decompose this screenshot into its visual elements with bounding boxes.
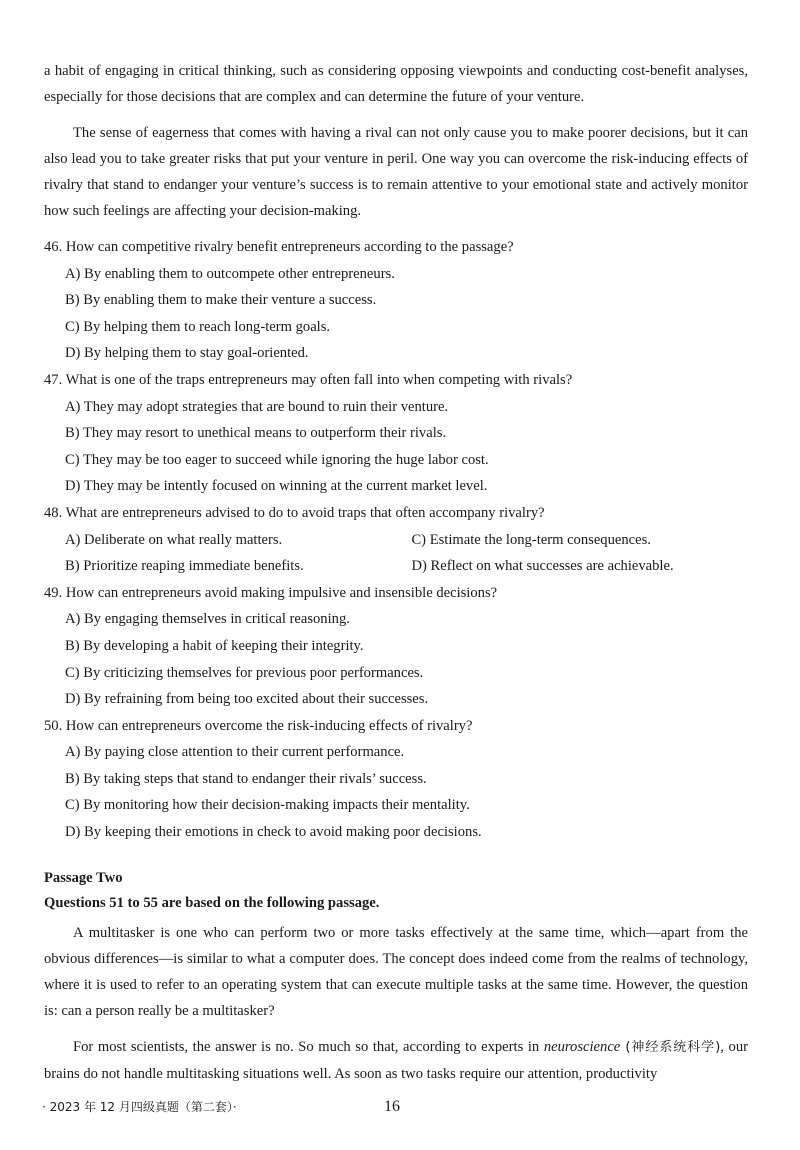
option-b: B) By taking steps that stand to endanger their rivals’ success. bbox=[65, 770, 427, 787]
question-stem: 46. How can competitive rivalry benefit entrepreneurs according to the passage? bbox=[44, 239, 514, 255]
question-50 bbox=[44, 713, 748, 846]
question-stem: 47. What is one of the traps entrepreneurs may often fall into when competing with rivals? bbox=[44, 371, 573, 388]
page-content bbox=[44, 58, 748, 1097]
passage-two-instructions: Questions 51 to 55 are based on the following passage. bbox=[44, 894, 380, 911]
option-b: B) They may resort to unethical means to outperform their rivals. bbox=[65, 425, 447, 442]
option-row bbox=[44, 527, 748, 554]
passage-one-paragraph-2: The sense of eagerness that comes with having a rival can not only cause you to make poorer decisions, but it can also lead you to take greater risks that put your venture in peril. One way you can overcome the risk-inducing effects of rivalry that stand to endanger your venture’s success is to remain attentive to your emotional state and actively monitor how such feelings are affecting your decision-making. bbox=[44, 125, 748, 219]
question-46 bbox=[44, 234, 748, 367]
page-number: 16 bbox=[384, 1098, 400, 1115]
option-d: D) By refraining from being too excited about their successes. bbox=[65, 691, 429, 708]
option-a: A) They may adopt strategies that are bound to ruin their venture. bbox=[65, 398, 449, 415]
question-48 bbox=[44, 500, 748, 580]
option-c: C) By helping them to reach long-term goals. bbox=[65, 318, 331, 335]
passage-one-paragraph-1: a habit of engaging in critical thinking, such as considering opposing viewpoints and conducting cost-benefit analyses, especially for those decisions that are complex and can determine the future of your venture. bbox=[44, 63, 748, 105]
question-list bbox=[44, 234, 748, 846]
question-stem: 48. What are entrepreneurs advised to do to avoid traps that often accompany rivalry? bbox=[44, 504, 545, 521]
option-c: C) By criticizing themselves for previous poor performances. bbox=[65, 664, 424, 681]
option-d: D) Reflect on what successes are achievable. bbox=[411, 558, 674, 575]
passage-two-paragraph-2 bbox=[44, 1034, 748, 1087]
option-b: B) Prioritize reaping immediate benefits. bbox=[65, 558, 304, 575]
option-d: D) They may be intently focused on winning at the current market level. bbox=[65, 478, 488, 495]
option-c: C) By monitoring how their decision-making impacts their mentality. bbox=[65, 797, 470, 814]
question-47 bbox=[44, 367, 748, 500]
option-a: A) By enabling them to outcompete other entrepreneurs. bbox=[65, 265, 395, 282]
option-b: B) By developing a habit of keeping their integrity. bbox=[65, 637, 364, 654]
question-49 bbox=[44, 580, 748, 713]
question-stem: 49. How can entrepreneurs avoid making impulsive and insensible decisions? bbox=[44, 584, 498, 601]
italic-term: neuroscience bbox=[543, 1038, 621, 1055]
option-row bbox=[44, 553, 748, 580]
option-a: A) Deliberate on what really matters. bbox=[65, 531, 283, 548]
option-d: D) By helping them to stay goal-oriented. bbox=[65, 345, 309, 362]
paragraph-text: For most scientists, the answer is no. So much so that, according to experts in bbox=[73, 1038, 544, 1055]
chinese-gloss: (神经系统科学) bbox=[620, 1039, 721, 1055]
option-d: D) By keeping their emotions in check to avoid making poor decisions. bbox=[65, 824, 482, 841]
paragraph-text: , our brains do not handle multitasking situations well. As soon as two tasks require our attention, productivity bbox=[44, 1038, 748, 1082]
passage-two-title: Passage Two bbox=[44, 869, 123, 886]
question-stem: 50. How can entrepreneurs overcome the risk-inducing effects of rivalry? bbox=[44, 717, 473, 734]
option-a: A) By engaging themselves in critical reasoning. bbox=[65, 611, 350, 628]
option-c: C) They may be too eager to succeed while ignoring the huge labor cost. bbox=[65, 451, 489, 468]
exam-source-label: · 2023 年 12 月四级真题（第二套）· bbox=[42, 1100, 237, 1114]
option-c: C) Estimate the long-term consequences. bbox=[411, 531, 651, 548]
option-a: A) By paying close attention to their current performance. bbox=[65, 744, 405, 761]
passage-two-paragraph-1: A multitasker is one who can perform two or more tasks effectively at the same time, which—apart from the obvious differences—is similar to what a computer does. The concept does indeed come from the realms of technology, where it is used to refer to an operating system that can execute multiple tasks at the same time. However, the question is: can a person really be a multitasker? bbox=[44, 924, 748, 1019]
option-b: B) By enabling them to make their venture a success. bbox=[65, 292, 377, 309]
